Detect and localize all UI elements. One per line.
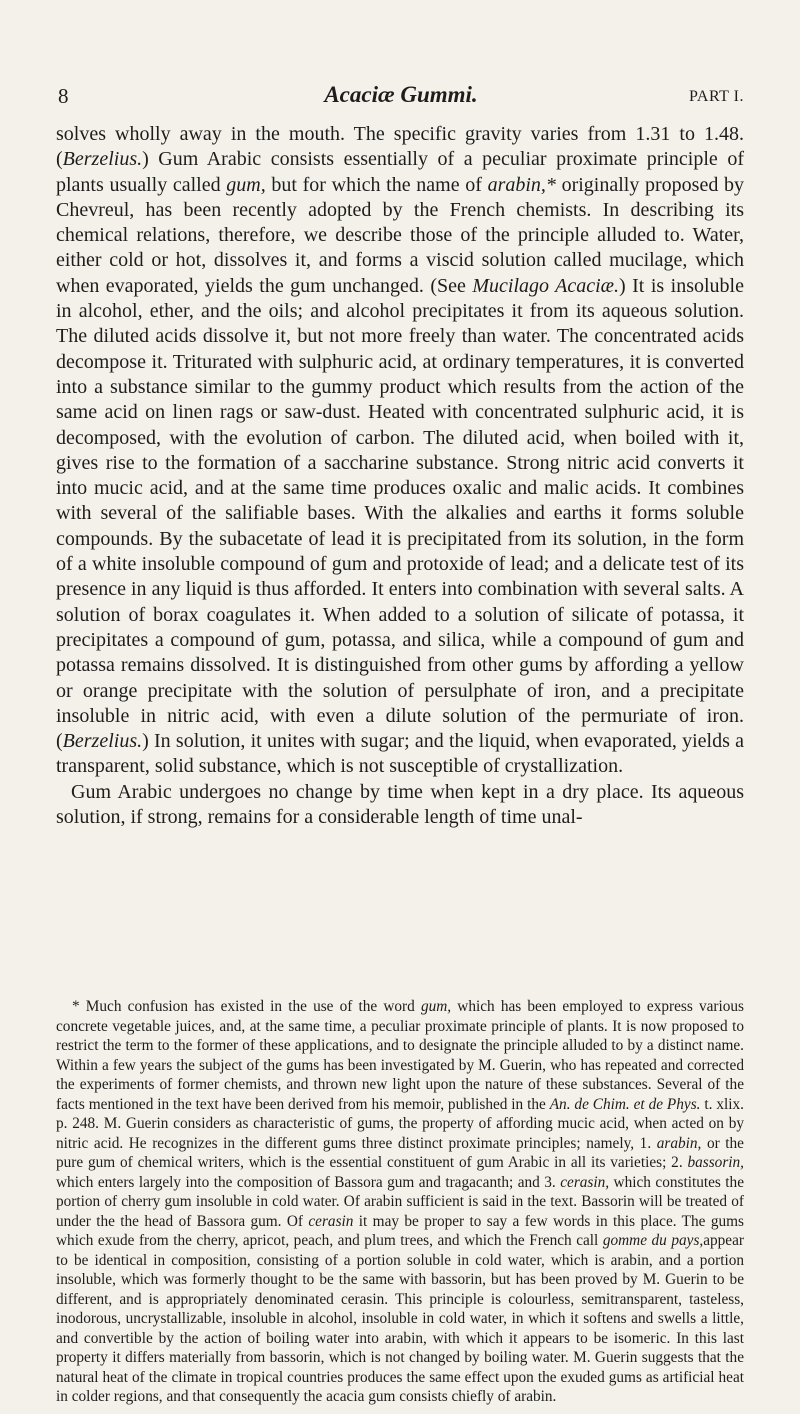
text-run: * Much confusion has existed in the use of the word: [72, 998, 421, 1015]
cross-reference: Mucilago Acaciæ.: [472, 274, 619, 297]
term: cerasin: [308, 1212, 354, 1230]
part-label: PART I.: [688, 88, 744, 105]
page-number: 8: [58, 84, 69, 108]
term: gum,: [420, 998, 452, 1015]
term: bassorin,: [687, 1154, 744, 1171]
text-run: which constitutes the portion of cherry gum insoluble in cold water. Of arabin sufficient is said in the text. Bassorin will be treated of under the the head of Bassora gum. Of: [56, 1173, 744, 1230]
text-run: appear to be identical in composition, consisting of a portion soluble in cold water, which is arabin, and a portion insoluble, which was formerly thought to be the same with bassorin, but has been proved by M. Guerin to be different, and is appropriately denominated cerasin. This principle is colourless, semitransparent, tasteless, inodorous, uncrystallizable, insoluble in alcohol, insoluble in cold water, in which it softens and swells a little, and convertible by the action of boiling water into arabin, with which it appears to be isomeric. In this last property it differs materially from bassorin, which is not changed by boiling water. M. Guerin suggests that the natural heat of the climate in tropical countries produces the same effect upon the exuded gums as artificial heat in colder regions, and that consequently the acacia gum consists chiefly of arabin.: [56, 1232, 744, 1405]
citation: Berzelius.: [62, 148, 143, 171]
text-run: ) Gum Arabic consists essentially of a peculiar proximate principle of plants usually called: [56, 148, 744, 196]
paragraph: [56, 122, 744, 780]
text-run: t. xlix. p. 248. M. Guerin considers as characteristic of gums, the property of affording mucic acid, when acted on by nitric acid. He recognizes in the different gums three distinct proximate principles; namely, 1.: [56, 1095, 745, 1152]
journal-title: An. de Chim. et de Phys.: [549, 1095, 701, 1113]
term: gomme du pays,: [602, 1232, 704, 1249]
text-run: which has been employed to express various concrete vegetable juices, and, at the same time, a peculiar proximate principle of plants. It is now proposed to restrict the term to the former of these applications, and to designate the principle alluded to by a distinct name. Within a few years the subject of the gums has been investigated by M. Guerin, who has repeated and corrected the experiments of former chemists, and thrown new light upon the nature of these substances. Several of the facts mentioned in the text have been derived from his memoir, published in the: [56, 998, 744, 1113]
citation: Berzelius.: [62, 730, 143, 753]
text-run: or the pure gum of chemical writers, which is the essential constituent of gum Arabic in all its varieties; 2.: [56, 1134, 744, 1171]
text-run: but for which the name of: [265, 173, 488, 196]
term: arabin,*: [487, 173, 556, 196]
text-run: originally proposed by Chevreul, has been recently adopted by the French chemists. In describing its chemical relations, therefore, we describe those of the principle alluded to. Water, either cold or hot, dissolves it, and forms a viscid solution called mucilage, which when evaporated, yields the gum unchanged. (See: [56, 173, 744, 297]
term: arabin,: [656, 1134, 702, 1152]
running-title: Acaciæ Gummi.: [324, 82, 478, 107]
paragraph: Gum Arabic undergoes no change by time when kept in a dry place. Its aqueous solution, if strong, remains for a considerable length of time unal-: [56, 780, 744, 829]
main-text: [56, 122, 744, 830]
term: cerasin,: [560, 1173, 610, 1191]
text-run: solves wholly away in the mouth. The specific gravity varies from 1.31 to 1.48. (: [56, 123, 744, 171]
text-run: ) In solution, it unites with sugar; and the liquid, when evaporated, yields a transparent, solid substance, which is not susceptible of crystallization.: [56, 730, 744, 778]
text-run: ) It is insoluble in alcohol, ether, and the oils; and alcohol precipitates it from its aqueous solution. The diluted acids dissolve it, but not more freely than water. The concentrated acids decompose it. Triturated with sulphuric acid, at ordinary temperatures, it is converted into a substance similar to the gummy product which results from the action of the same acid on linen rags or saw-dust. Heated with concentrated sulphuric acid, it is decomposed, with the evolution of carbon. The diluted acid, when boiled with it, gives rise to the formation of a saccharine substance. Strong nitric acid converts it into mucic acid, and at the same time produces oxalic and malic acids. It combines with several of the salifiable bases. With the alkalies and earths it forms soluble compounds. By the subacetate of lead it is precipitated from its solution, in the form of a white insoluble compound of gum and protoxide of lead; and a delicate test of its presence in any liquid is thus afforded. It enters into combination with several salts. A solution of borax coagulates it. When added to a solution of silicate of potassa, it precipitates a compound of gum, potassa, and silica, while a compound of gum and potassa remains dissolved. It is distinguished from other gums by affording a yellow or orange precipitate with the solution of persulphate of iron, and a precipitate insoluble in nitric acid, with even a dilute solution of the permuriate of iron. (: [56, 274, 744, 753]
page-header: [58, 84, 744, 114]
footnote: [56, 997, 744, 1407]
text-run: it may be proper to say a few words in this place. The gums which exude from the cherry, apricot, peach, and plum trees, and which the French call: [56, 1212, 744, 1249]
text-run: which enters largely into the composition of Bassora gum and tragacanth; and 3.: [56, 1173, 561, 1191]
footnote-paragraph: [56, 997, 744, 1407]
term: gum,: [226, 173, 266, 196]
